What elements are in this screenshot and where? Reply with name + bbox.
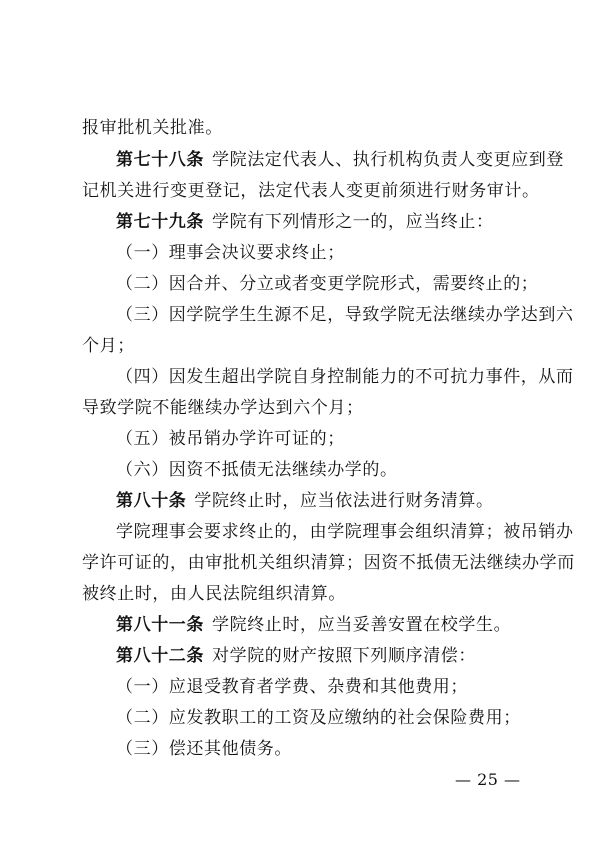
line-text: （二）因合并、分立或者变更学院形式，需要终止的； xyxy=(116,274,539,294)
line-text: （四）因发生超出学院自身控制能力的不可抗力事件，从而 xyxy=(116,367,574,387)
text-line xyxy=(82,336,542,356)
text-line xyxy=(116,460,542,480)
line-text: （一）理事会决议要求终止； xyxy=(116,243,345,263)
article-number: 第八十条 xyxy=(116,491,187,511)
text-line xyxy=(116,677,542,697)
text-line xyxy=(82,398,542,418)
article-number: 第八十一条 xyxy=(116,615,204,635)
line-text: 报审批机关批准。 xyxy=(82,118,223,138)
article-heading-line xyxy=(116,491,542,511)
line-text: （六）因资不抵债无法继续办学的。 xyxy=(116,460,398,480)
text-line xyxy=(82,181,542,201)
article-heading-line xyxy=(116,615,542,635)
text-line xyxy=(116,243,542,263)
text-line xyxy=(116,522,574,542)
article-number: 第七十八条 xyxy=(116,150,204,170)
line-text: 学院法定代表人、执行机构负责人变更应到登 xyxy=(212,150,564,170)
article-number: 第七十九条 xyxy=(116,212,204,232)
line-text: 被终止时，由人民法院组织清算。 xyxy=(82,584,346,604)
line-text: 记机关进行变更登记，法定代表人变更前须进行财务审计。 xyxy=(82,181,540,201)
line-text: 学院终止时，应当妥善安置在校学生。 xyxy=(212,615,512,635)
line-text: （二）应发教职工的工资及应缴纳的社会保险费用； xyxy=(116,708,521,728)
text-line xyxy=(82,553,575,573)
text-line xyxy=(116,367,574,387)
article-heading-line xyxy=(116,150,564,170)
article-number: 第八十二条 xyxy=(116,646,204,666)
line-text: 导致学院不能继续办学达到六个月； xyxy=(82,398,364,418)
line-text: 对学院的财产按照下列顺序清偿： xyxy=(212,646,476,666)
line-text: 学院有下列情形之一的，应当终止： xyxy=(212,212,494,232)
article-heading-line xyxy=(116,646,542,666)
line-text: 学院理事会要求终止的，由学院理事会组织清算；被吊销办 xyxy=(116,522,574,542)
line-text: （五）被吊销办学许可证的； xyxy=(116,429,345,449)
line-text: （一）应退受教育者学费、杂费和其他费用； xyxy=(116,677,468,697)
article-heading-line xyxy=(116,212,542,232)
line-text: 学许可证的，由审批机关组织清算；因资不抵债无法继续办学而 xyxy=(82,553,575,573)
text-line xyxy=(116,305,574,325)
text-line xyxy=(116,274,542,294)
text-line xyxy=(82,584,542,604)
line-text: （三）偿还其他债务。 xyxy=(116,739,292,759)
text-line xyxy=(82,118,542,138)
line-text: （三）因学院学生生源不足，导致学院无法继续办学达到六 xyxy=(116,305,574,325)
line-text: 个月； xyxy=(82,336,135,356)
text-line xyxy=(116,429,542,449)
text-line xyxy=(116,708,542,728)
text-line xyxy=(116,739,542,759)
page-number: — 25 — xyxy=(455,770,521,789)
line-text: 学院终止时，应当依法进行财务清算。 xyxy=(194,491,494,511)
